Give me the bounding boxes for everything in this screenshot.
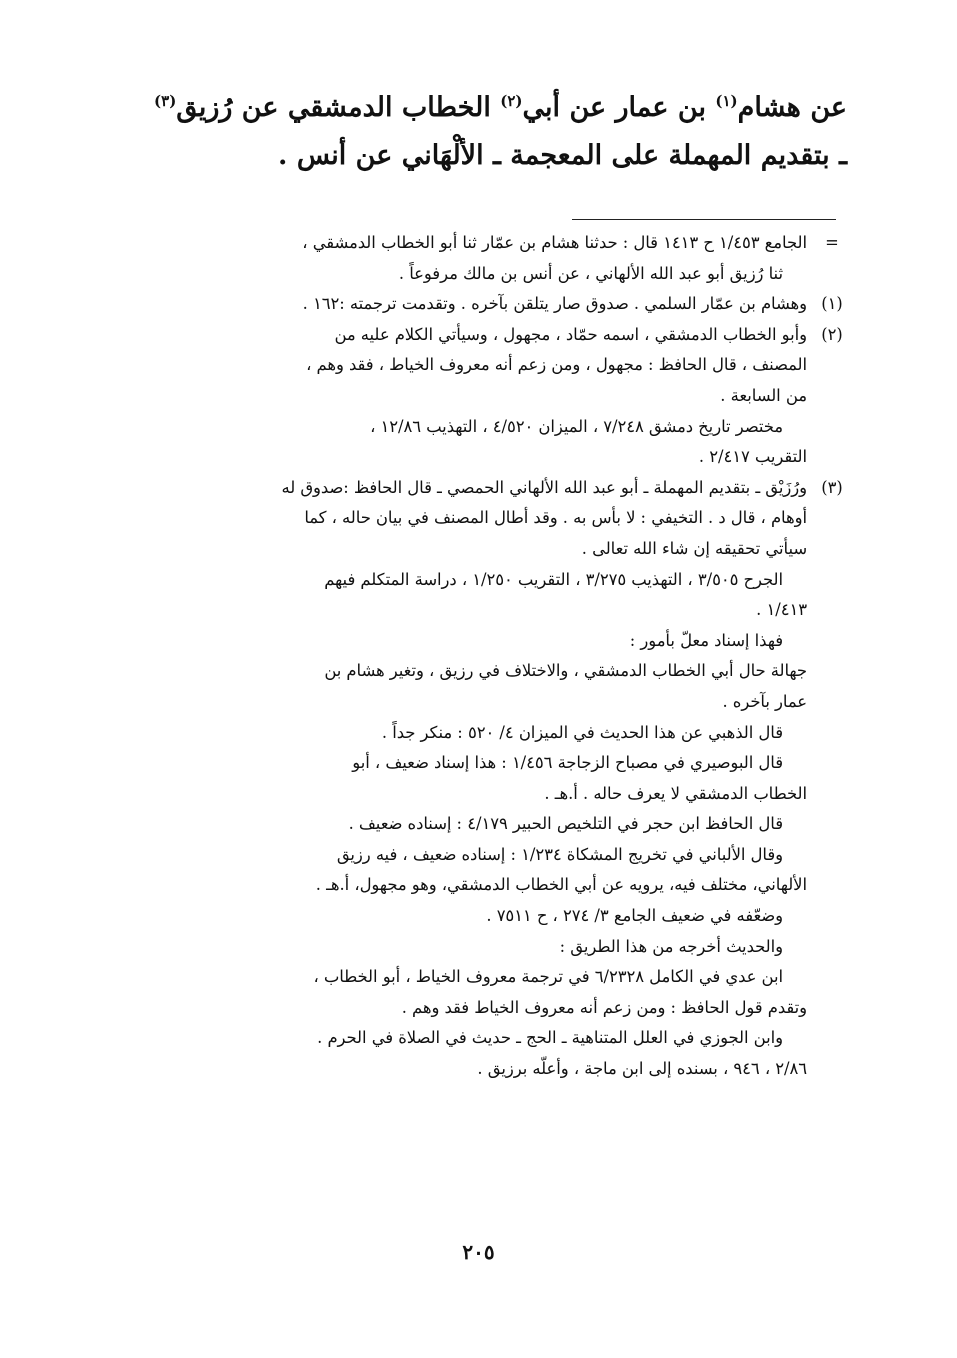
footnote-line: ٢/٨٦ ، ٩٤٦ ، بسنده إلى ابن ماجة ، وأعلّه برزيق . — [477, 1059, 807, 1079]
footnote-line: الألهاني، مختلف فيه، يرويه عن أبي الخطاب الدمشقي، وهو مجهول، أ.هـ . — [315, 875, 807, 895]
footnotes — [113, 228, 849, 1085]
footnote-line: وأبو الخطاب الدمشقي ، اسمه حمّاد ، مجهول ، وسيأتي الكلام عليه من — [334, 324, 807, 344]
footnote-line: وضعّفه في ضعيف الجامع ٣/ ٢٧٤ ، ح ٧٥١١ . — [486, 906, 783, 926]
footnote-line: قال الحافظ ابن حجر في التلخيص الحبير ٤/١٧٩ : إسناده ضعيف . — [348, 814, 783, 834]
main-text-line — [107, 84, 847, 132]
main-text-segment: الخطاب الدمشقي عن رُزيق — [176, 92, 491, 123]
footnote-line: وتقدم قول الحافظ : ومن زعم أنه معروف الخياط فقد وهم . — [401, 997, 807, 1017]
footnote-line: وهشام بن عمّار السلمي . صدوق صار يتلقن بآخره . وتقدمت ترجمته :١٦٢ . — [302, 294, 807, 314]
footnote-continuation — [113, 228, 849, 289]
footnote-line: أوهام ، قال د . التخيفي : لا بأس به . وقد أطال المصنف في بيان حاله ، كما — [304, 508, 807, 528]
footnote-line: الخطاب الدمشقي لا يعرف حاله . أ.هـ . — [544, 783, 807, 803]
footnote-line: والحديث أخرجه من هذا الطريق : — [559, 936, 783, 956]
footnote-line: المصنف ، قال الحافظ : مجهول ، ومن زعم أنه معروف الخياط ، فقد وهم ، — [306, 355, 807, 375]
footnote-ref-1[interactable]: (١) — [715, 92, 738, 110]
footnote-line: الجرح ٣/٥٠٥ ، التهذيب ٣/٢٧٥ ، التقريب ١/٢٥٠ ، دراسة المتكلم فيهم — [324, 569, 783, 589]
main-text — [107, 84, 847, 180]
main-text-segment: بن عمار عن أبي — [522, 92, 706, 123]
footnote-line: عمار بآخره . — [722, 691, 807, 711]
footnote-line: جهالة حال أبي الخطاب الدمشقي ، والاختلاف في رزيق ، وتغير هشام بن — [324, 661, 807, 681]
main-text-segment: عن هشام — [737, 92, 847, 123]
footnote-3 — [113, 473, 849, 1085]
footnote-line: مختصر تاريخ دمشق ٧/٢٤٨ ، الميزان ٤/٥٢٠ ، التهذيب ١٢/٨٦ ، — [370, 416, 783, 436]
main-text-line: ـ بتقديم المهملة على المعجمة ـ الألْهَاني عن أنس . — [278, 140, 847, 171]
footnote-line: سيأتي تحقيقه إن شاء الله تعالى . — [581, 538, 807, 558]
footnote-line: فهذا إسناد معلّ بأمور : — [629, 630, 783, 650]
footnote-1 — [113, 289, 849, 320]
footnote-marker: (٢) — [821, 324, 843, 344]
footnote-line: ١/٤١٣ . — [756, 600, 807, 620]
footnote-line: قال الذهبي عن هذا الحديث في الميزان ٤/ ٥٢٠ : منكر جداً . — [381, 722, 783, 742]
footnote-line: ورُزَيْق ـ بتقديم المهملة ـ أبو عبد الله الألهاني الحمصي ـ قال الحافظ :صدوق له — [281, 477, 807, 497]
footnote-line: التقريب ٢/٤١٧ . — [698, 447, 807, 467]
footnote-separator — [572, 219, 836, 220]
footnote-ref-2[interactable]: (٢) — [500, 92, 523, 110]
footnote-line: وقال الألباني في تخريج المشكاة ١/٢٣٤ : إسناده ضعيف ، فيه رزيق — [336, 844, 783, 864]
page-number: ٢٠٥ — [462, 1240, 495, 1264]
footnote-marker: (١) — [821, 294, 843, 314]
footnote-2 — [113, 320, 849, 473]
footnote-line: قال البوصيري في مصباح الزجاجة ١/٤٥٦ : هذا إسناد ضعيف ، أبو — [352, 753, 783, 773]
footnote-marker: (٣) — [821, 477, 843, 497]
footnote-line: ثنا رُزيق أبو عبد الله الألهاني ، عن أنس بن مالك مرفوعاً . — [398, 263, 783, 283]
footnote-ref-3[interactable]: (٣) — [154, 92, 177, 110]
footnote-line: من السابعة . — [720, 385, 807, 405]
footnote-line: وابن الجوزي في العلل المتناهية ـ الحج ـ حديث في الصلاة في الحرم . — [317, 1028, 783, 1048]
footnote-marker: = — [825, 233, 839, 252]
footnote-line: الجامع ١/٤٥٣ ح ١٤١٣ قال : حدثنا هشام بن عمّار ثنا أبو الخطاب الدمشقي ، — [302, 233, 807, 252]
footnote-line: ابن عدي في الكامل ٦/٢٣٢٨ في ترجمة معروف الخياط ، أبو الخطاب ، — [313, 967, 783, 987]
